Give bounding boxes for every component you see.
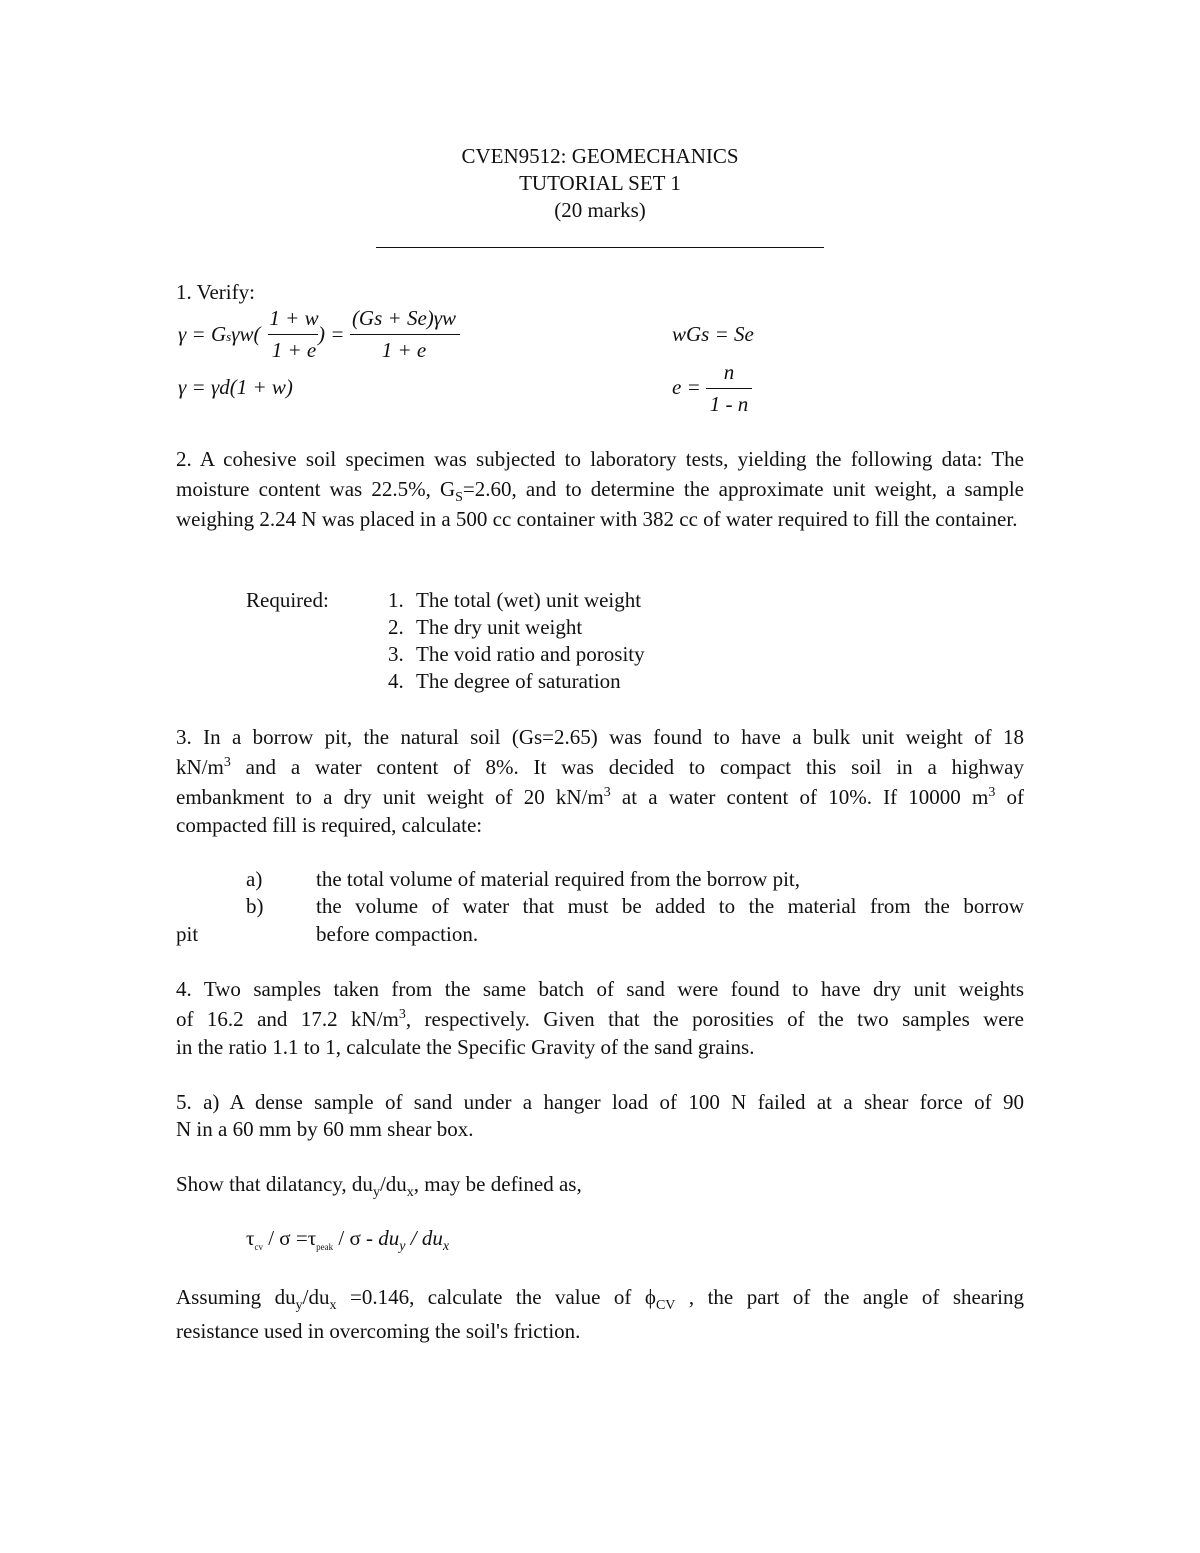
q4-line2: of 16.2 and 17.2 $kN/m^3$, respectively. Given that the porosities of the two samples were: [176, 1007, 1024, 1031]
q1-label: 1. Verify:: [176, 280, 255, 304]
q1-eq1-fracline2: [350, 334, 460, 335]
q5-dilatancy-equation: $\tau_{cv} / \sigma =\tau_{peak} / \sigma - du_y / du_x$: [246, 1226, 450, 1255]
q3-a-text: the total volume of material required from the borrow pit,: [316, 867, 801, 891]
q1-eq4-fracline: [706, 388, 752, 389]
q4-line1: 4. Two samples taken from the same batch of sand were found to have dry unit weights: [176, 977, 1024, 1001]
header-divider: [376, 247, 824, 248]
q1-eq1-num1: 1 + w: [269, 306, 319, 330]
q4-line3: in the ratio 1.1 to 1, calculate the Specific Gravity of the sand grains.: [176, 1035, 755, 1059]
q1-eq1-den2: 1 + e: [381, 338, 427, 362]
q3-line3: embankment to a dry unit weight of 20 $kN/m^3$ at a water content of 10%. If 10000 $m^3$ of: [176, 785, 1025, 809]
q3-b-text-continued: before compaction.: [316, 922, 479, 946]
q1-eq4-num: n: [723, 360, 735, 384]
q1-eq4-den: 1 - n: [709, 392, 749, 416]
q3-a-label: a): [246, 867, 263, 891]
tutorial-title: TUTORIAL SET 1: [519, 171, 681, 195]
q1-eq2: γ = γd(1 + w): [178, 375, 293, 399]
q1-eq1-fracline1: [268, 334, 318, 335]
q2-required-item: 1. The total (wet) unit weight: [388, 588, 642, 612]
q3-b-pit: pit: [176, 922, 199, 946]
q5-assume-line1: Assuming $du_y/du_x =0.146$, calculate the value of $\phi_{CV}$ , the part of the angle of shearing: [176, 1285, 1024, 1314]
q2-required-item: 3. The void ratio and porosity: [388, 642, 645, 666]
q3-line2: $kN/m^3$ and a water content of 8%. It was decided to compact this soil in a highway: [176, 755, 1024, 779]
q3-b-label: b): [246, 894, 264, 918]
q5-line2: N in a 60 mm by 60 mm shear box.: [176, 1117, 474, 1141]
marks-label: (20 marks): [554, 198, 646, 222]
course-title: CVEN9512: GEOMECHANICS: [461, 144, 739, 168]
q5-line1: 5. a) A dense sample of sand under a hanger load of 100 N failed at a shear force of 90: [176, 1090, 1024, 1114]
q2-required-item: 2. The dry unit weight: [388, 615, 583, 639]
q2-paragraph: 2. A cohesive soil specimen was subjected to laboratory tests, yielding the following data: The moisture content was 22.5%, $G_S=2.60$, and to determine the approximate unit weight, a sample weighing 2.24 N was placed in a 500 cc container with 382 cc of water required to fill the container.: [176, 447, 1024, 531]
q3-b-text: the volume of water that must be added to the material from the borrow: [316, 894, 1024, 918]
q5-show-text: Show that dilatancy, $du_y/du_x$, may be defined as,: [176, 1172, 582, 1201]
q2-required-item: 4. The degree of saturation: [388, 669, 621, 693]
q1-eq1-lhs: γ = Gsγw(: [178, 322, 261, 346]
q1-eq1-den1: 1 + e: [271, 338, 317, 362]
q1-eq1-num2: (Gs + Se)γw: [351, 306, 457, 330]
q3-line4: compacted fill is required, calculate:: [176, 813, 483, 837]
q5-assume-line2: resistance used in overcoming the soil's friction.: [176, 1319, 581, 1343]
q1-eq3: wGs = Se: [672, 322, 754, 346]
q1-eq4-lhs: e =: [672, 375, 701, 399]
q3-line1: 3. In a borrow pit, the natural soil (Gs=2.65) was found to have a bulk unit weight of 18: [176, 725, 1024, 749]
q1-eq1-mid: ) =: [318, 322, 345, 346]
q2-required-label: Required:: [246, 588, 329, 612]
